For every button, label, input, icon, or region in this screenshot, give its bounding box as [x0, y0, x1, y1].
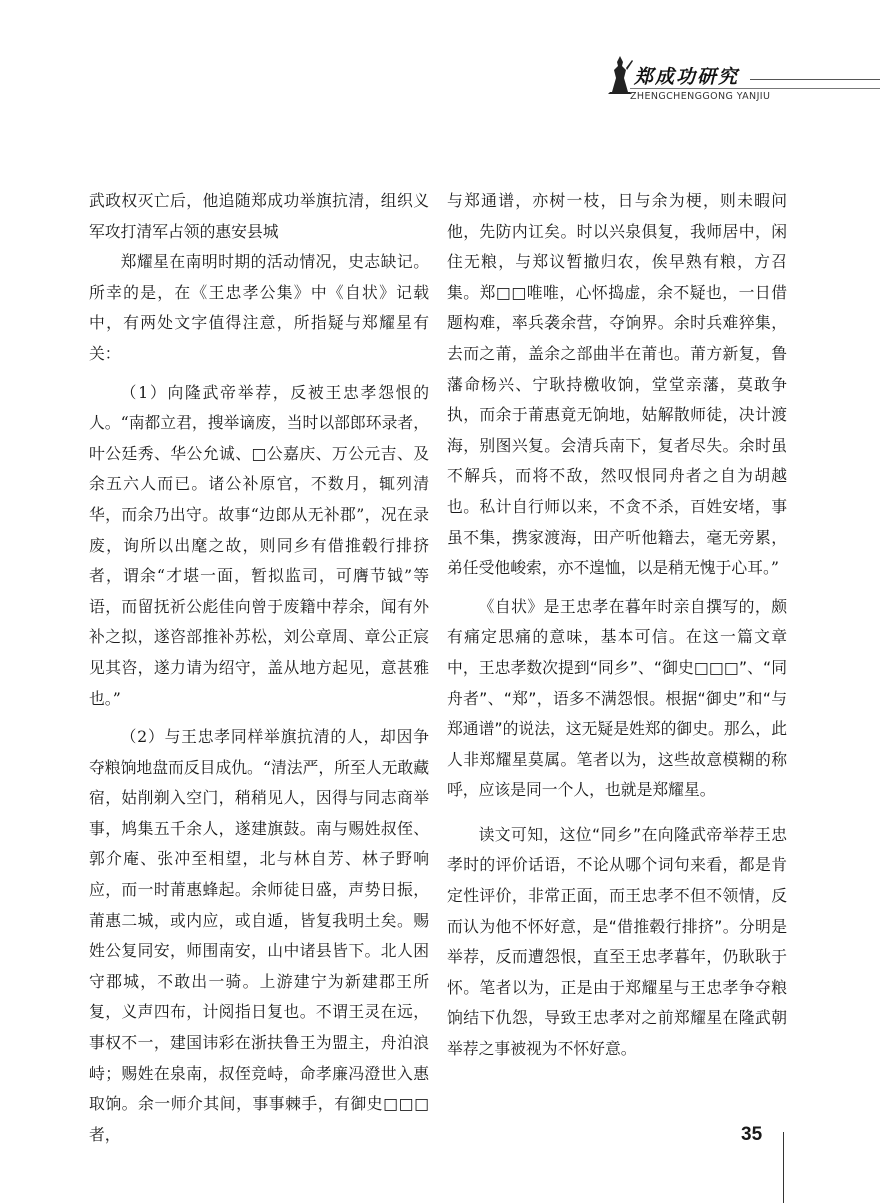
journal-header	[600, 54, 880, 114]
left-column	[89, 186, 429, 1150]
journal-subtitle: ZHENGCHENGGONG YANJIU	[630, 91, 771, 102]
paragraph: 武政权灭亡后，他追随郑成功举旗抗清，组织义军攻打清军占领的惠安县城	[89, 191, 429, 241]
quote-paragraph: （2）与王忠孝同样举旗抗清的人，却因争夺粮饷地盘而反目成仇。“清法严，所至人无敢藏宿，姑削剃入空门，稍稍见人，因得与同志商举事，鸠集五千余人，遂建旗鼓。南与赐姓叔侄、郭介庵、张冲至相望，北与林自芳、林子野响应，而一时莆惠蜂起。余师徒日盛，声势日振，莆惠二城，或内应，或自遁，皆复我明土矣。赐姓公复同安，师围南安，山中诸县皆下。北人困守郡城，不敢出一骑。上游建宁为新建郡王所复，义声四布，计阅指日复也。不谓王灵在远，事权不一，建国讳彩在浙扶鲁王为盟主，舟泊浪峙；赐姓在泉南，叔侄竞峙，命孝廉冯澄世入惠取饷。余一师介其间，事事棘手，有御史□□□者，	[89, 727, 429, 1144]
header-rule	[750, 79, 880, 80]
journal-title: 郑成功研究	[634, 66, 740, 88]
right-column	[447, 186, 787, 1065]
paragraph: 读文可知，这位“同乡”在向隆武帝举荐王忠孝时的评价话语，不论从哪个词句来看，都是肯定性评价，非常正面，而王忠孝不但不领情，反而认为他不怀好意，是“借推毂行排挤”。分明是举荐，反而遭怨恨，直至王忠孝暮年，仍耿耿于怀。笔者以为，正是由于郑耀星与王忠孝争夺粮饷结下仇怨，导致王忠孝对之前郑耀星在隆武朝举荐之事被视为不怀好意。	[447, 824, 787, 1059]
paragraph: 郑耀星在南明时期的活动情况，史志缺记。所幸的是，在《王忠孝公集》中《自状》记载中，有两处文字值得注意，所指疑与郑耀星有关：	[89, 252, 429, 363]
paragraph: 《自状》是王忠孝在暮年时亲自撰写的，颇有痛定思痛的意味，基本可信。在这一篇文章中，王忠孝数次提到“同乡”、“御史□□□”、“同舟者”、“郑”，语多不满怨恨。根据“御史”和“与郑通谱”的说法，这无疑是姓郑的御史。那么，此人非郑耀星莫属。笔者以为，这些故意模糊的称呼，应该是同一个人，也就是郑耀星。	[447, 596, 787, 800]
header-underline	[630, 88, 880, 89]
page-number: 35	[741, 1124, 763, 1145]
quote-paragraph: （1）向隆武帝举荐，反被王忠孝怨恨的人。“南都立君，搜举谪废，当时以部郎环录者，叶公廷秀、华公允诚、□公嘉庆、万公元吉、及余五六人而已。诸公补原官，不数月，辄列清华，而余乃出守。故事“边郎从无补郡”，况在录废，询所以出麾之故，则同乡有借推毂行排挤者，谓余“才堪一面，暂拟监司，可膺节钺”等语，而留抚祈公彪佳向曾于废籍中荐余，闻有外补之拟，遂咨部推补苏松，刘公章周、章公正宸见其咨，遂力请为绍守，盖从地方起见，意甚雅也。”	[89, 382, 429, 708]
footer-rule	[783, 1132, 784, 1203]
quote-paragraph: 与郑通谱，亦树一枝，日与余为梗，则未暇问他，先防内讧矣。时以兴泉俱复，我师居中，闲住无粮，与郑议暂撤归农，俟早熟有粮，方召集。郑□□唯唯，心怀捣虚，余不疑也，一日借题构难，率兵袭余营，夺饷界。余时兵难猝集，去而之莆，盖余之部曲半在莆也。莆方新复，鲁藩命杨兴、宁耿持檄收饷，堂堂亲藩，莫敢争执，而余于莆惠竟无饷地，姑解散师徒，决计渡海，别图兴复。会清兵南下，复者尽失。余时虽不解兵，而将不敌，然叹恨同舟者之自为胡越也。私计自行师以来，不贪不杀，百姓安堵，事虽不集，携家渡海，田产听他籍去，毫无旁累，弟任受他峻索，亦不遑恤，以是稍无愧于心耳。”	[447, 191, 787, 578]
